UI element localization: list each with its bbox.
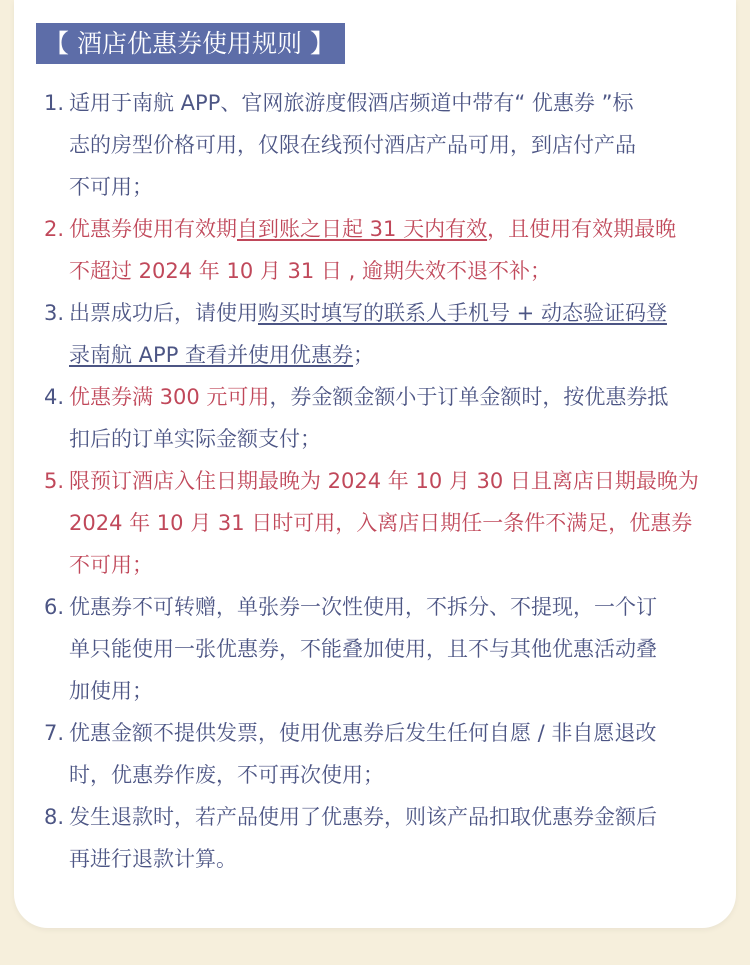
rule-line	[69, 292, 750, 334]
rule-text: ；	[353, 343, 375, 367]
rule-text: 出票成功后，请使用	[69, 301, 258, 325]
validity-period-underlined: 自到账之日起 31 天内有效	[237, 217, 488, 241]
rule-line	[69, 208, 750, 250]
rules-card	[14, 0, 736, 928]
rule-line: 不可用；	[69, 175, 153, 199]
rule-item-8	[44, 796, 750, 880]
rule-line: 限预订酒店入住日期最晚为 2024 年 10 月 30 日且离店日期最晚为	[69, 469, 699, 493]
rule-line: 优惠金额不提供发票，使用优惠券后发生任何自愿 / 非自愿退改	[69, 721, 657, 745]
rule-line: 再进行退款计算。	[69, 847, 237, 871]
rules-list	[44, 82, 750, 880]
rule-line: 2024 年 10 月 31 日时可用，入离店日期任一条件不满足，优惠券	[69, 511, 693, 535]
rule-item-1	[44, 82, 750, 208]
rule-item-6	[44, 586, 750, 712]
rule-line: 不超过 2024 年 10 月 31 日 , 逾期失效不退不补；	[69, 259, 551, 283]
rule-number: 2.	[44, 217, 65, 241]
rule-item-3	[44, 292, 750, 376]
rule-item-4	[44, 376, 750, 460]
rule-line: 志的房型价格可用，仅限在线预付酒店产品可用，到店付产品	[69, 133, 636, 157]
rule-number: 8.	[44, 805, 65, 829]
rule-number: 5.	[44, 469, 65, 493]
rule-item-2	[44, 208, 750, 292]
rule-line: 发生退款时，若产品使用了优惠券，则该产品扣取优惠券金额后	[69, 805, 657, 829]
rule-number: 6.	[44, 595, 65, 619]
rule-line: 不可用；	[69, 553, 153, 577]
rule-line: 扣后的订单实际金额支付；	[69, 427, 321, 451]
rule-line: 时，优惠券作废，不可再次使用；	[69, 763, 384, 787]
rule-number: 4.	[44, 385, 65, 409]
rule-text: 优惠券使用有效期	[69, 217, 237, 241]
rule-item-5	[44, 460, 750, 586]
login-instruction-underlined: 录南航 APP 查看并使用优惠券	[69, 343, 354, 367]
rule-line: 单只能使用一张优惠券，不能叠加使用，且不与其他优惠活动叠	[69, 637, 657, 661]
rule-text: ，券金额金额小于订单金额时，按优惠券抵	[269, 385, 669, 409]
threshold-highlight: 优惠券满 300 元可用	[69, 385, 270, 409]
rule-item-7	[44, 712, 750, 796]
rule-line	[69, 334, 750, 376]
rule-line: 加使用；	[69, 679, 153, 703]
rule-line	[69, 376, 750, 418]
rule-line: 适用于南航 APP、官网旅游度假酒店频道中带有“ 优惠券 ”标	[69, 91, 634, 115]
rule-number: 7.	[44, 721, 65, 745]
rule-number: 1.	[44, 91, 65, 115]
rule-line: 优惠券不可转赠，单张券一次性使用，不拆分、不提现，一个订	[69, 595, 657, 619]
page-title: 【 酒店优惠券使用规则 】	[36, 23, 345, 64]
rule-text: ，且使用有效期最晚	[487, 217, 677, 241]
rule-number: 3.	[44, 301, 65, 325]
login-instruction-underlined: 购买时填写的联系人手机号 + 动态验证码登	[258, 301, 667, 325]
